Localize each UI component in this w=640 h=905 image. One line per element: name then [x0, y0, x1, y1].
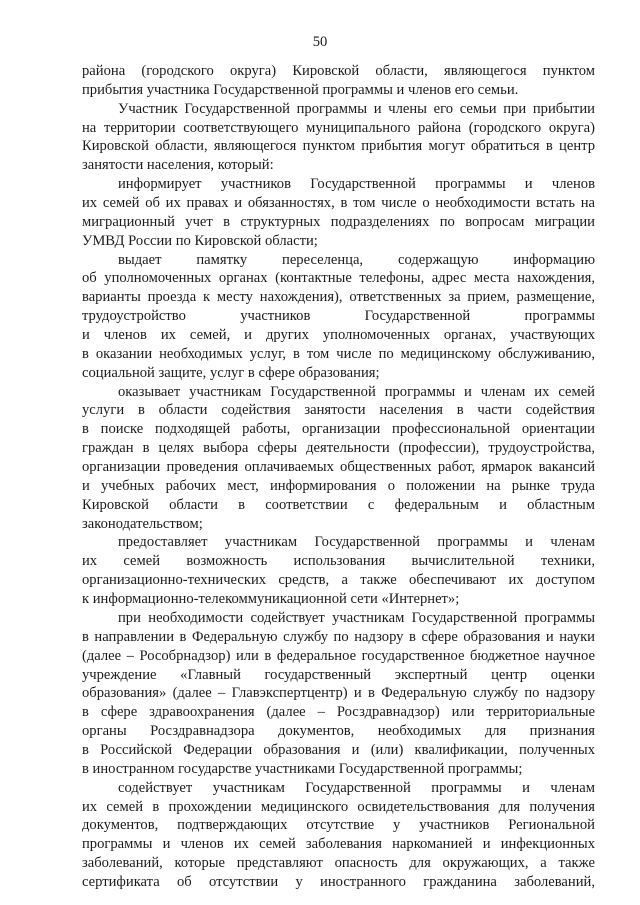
- text-line: их семей возможность использования вычислительной техники,: [82, 553, 595, 570]
- text-line: и учебных рабочих мест, информирования о положении на рынке труда: [82, 477, 595, 494]
- text-line: на территории соответствующего муниципального района (городского округа): [82, 119, 595, 136]
- text-line: оказывает участникам Государственной программы и членам их семей: [118, 383, 595, 400]
- text-line: предоставляет участникам Государственной программы и членам: [118, 534, 595, 551]
- text-line: выдает памятку переселенца, содержащую информацию: [118, 251, 595, 268]
- text-line: граждан в целях выбора сферы деятельности (профессии), трудоустройства,: [82, 440, 595, 457]
- text-line: Кировской области в соответствии с федеральным и областным: [82, 496, 595, 513]
- text-line: в направлении в Федеральную службу по надзору в сфере образования и науки: [82, 628, 595, 645]
- text-line: к информационно-телекоммуникационной сети «Интернет»;: [82, 591, 460, 608]
- text-line: Участник Государственной программы и члены его семьи при прибытии: [118, 100, 595, 117]
- text-line: в сфере здравоохранения (далее – Росздравнадзор) или территориальные: [82, 704, 595, 721]
- text-line: прибытия участника Государственной программы и членов его семьи.: [82, 81, 519, 98]
- text-line: законодательством;: [82, 515, 203, 532]
- text-line: социальной защите, услуг в сфере образования;: [82, 364, 380, 381]
- text-line: программы и членов их семей заболевания наркоманией и инфекционных: [82, 836, 595, 853]
- text-line: организации проведения оплачиваемых общественных работ, ярмарок вакансий: [82, 459, 595, 476]
- text-line: УМВД России по Кировской области;: [82, 232, 318, 249]
- text-line: об уполномоченных органах (контактные телефоны, адрес места нахождения,: [82, 270, 595, 287]
- text-line: документов, подтверждающих отсутствие у участников Региональной: [82, 817, 595, 834]
- text-line: в Российской Федерации образования и (или) квалификации, полученных: [82, 741, 595, 758]
- document-body: [82, 62, 595, 892]
- text-line: содействует участникам Государственной программы и членам: [118, 779, 595, 796]
- text-line: их семей об их правах и обязанностях, в том числе о необходимости встать на: [82, 195, 595, 212]
- text-line: в оказании необходимых услуг, в том числе по медицинскому обслуживанию,: [82, 345, 595, 362]
- text-line: организационно-технических средств, а также обеспечивают их доступом: [82, 572, 595, 589]
- text-line: района (городского округа) Кировской области, являющегося пунктом: [82, 63, 595, 79]
- text-line: занятости населения, который:: [82, 157, 274, 174]
- text-line: (далее – Рособрнадзор) или в федеральное государственное бюджетное научное: [82, 647, 595, 664]
- text-line: миграционный учет в структурных подразделениях по вопросам миграции: [82, 213, 595, 230]
- text-line: учреждение «Главный государственный экспертный центр оценки: [82, 666, 595, 683]
- text-line: информирует участников Государственной программы и членов: [118, 176, 595, 193]
- page-number: 50: [312, 34, 328, 50]
- text-line: их семей в прохождении медицинского освидетельствования для получения: [82, 798, 595, 815]
- text-line: варианты проезда к месту нахождения), ответственных за прием, размещение,: [82, 289, 595, 306]
- text-line: в поиске подходящей работы, организации профессиональной ориентации: [82, 421, 595, 438]
- text-line: образования» (далее – Главэкспертцентр) и в Федеральную службу по надзору: [82, 685, 595, 702]
- text-line: услуги в области содействия занятости населения в части содействия: [82, 402, 595, 419]
- text-line: Кировской области, являющегося пунктом прибытия могут обратиться в центр: [82, 138, 595, 155]
- text-line: сертификата об отсутствии у иностранного гражданина заболеваний,: [82, 873, 595, 890]
- text-line: заболеваний, которые представляют опасность для окружающих, а также: [82, 855, 595, 872]
- text-line: органы Росздравнадзора документов, необходимых для признания: [82, 723, 595, 740]
- text-line: и членов их семей, и других уполномоченных органах, участвующих: [82, 327, 595, 344]
- text-line: при необходимости содействует участникам Государственной программы: [118, 609, 595, 626]
- text-line: в иностранном государстве участниками Государственной программы;: [82, 760, 523, 777]
- text-line: трудоустройство участников Государственной программы: [82, 308, 595, 325]
